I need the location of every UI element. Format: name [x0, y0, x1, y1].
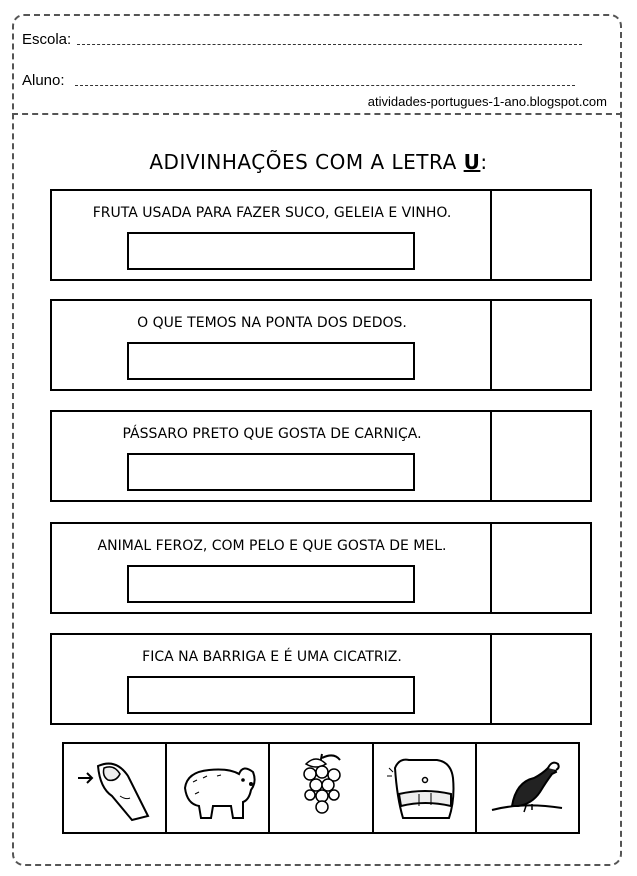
- riddle-text: PÁSSARO PRETO QUE GOSTA DE CARNIÇA.: [122, 426, 422, 442]
- header-divider: [12, 113, 622, 115]
- picture-cell: [374, 744, 477, 832]
- bear-icon: [173, 748, 263, 828]
- site-url: atividades-portugues-1-ano.blogspot.com: [367, 94, 607, 109]
- riddle-text: FICA NA BARRIGA E É UMA CICATRIZ.: [142, 649, 402, 665]
- answer-box[interactable]: [127, 676, 415, 714]
- riddle-box: [50, 410, 592, 502]
- number-box[interactable]: [490, 635, 594, 723]
- student-label: Aluno:: [22, 72, 65, 89]
- number-box[interactable]: [490, 412, 594, 500]
- answer-box[interactable]: [127, 232, 415, 270]
- belly-button-icon: [379, 748, 469, 828]
- school-field: [22, 31, 582, 48]
- vulture-icon: [482, 748, 572, 828]
- grapes-icon: [276, 748, 366, 828]
- riddle-text: ANIMAL FEROZ, COM PELO E QUE GOSTA DE MEL.: [97, 538, 447, 554]
- riddle-text: FRUTA USADA PARA FAZER SUCO, GELEIA E VINHO.: [92, 205, 452, 221]
- school-label: Escola:: [22, 31, 72, 48]
- number-box[interactable]: [490, 524, 594, 612]
- school-input-line[interactable]: [77, 43, 582, 45]
- riddle-text: O QUE TEMOS NA PONTA DOS DEDOS.: [137, 315, 407, 331]
- picture-strip: [62, 742, 580, 834]
- page-title: [0, 150, 637, 174]
- fingernail-icon: [70, 748, 160, 828]
- riddle-box: [50, 189, 592, 281]
- number-box[interactable]: [490, 301, 594, 389]
- answer-box[interactable]: [127, 453, 415, 491]
- riddle-box: [50, 633, 592, 725]
- picture-cell: [64, 744, 167, 832]
- answer-box[interactable]: [127, 342, 415, 380]
- picture-cell: [167, 744, 270, 832]
- riddle-box: [50, 522, 592, 614]
- riddle-box: [50, 299, 592, 391]
- student-input-line[interactable]: [75, 84, 575, 86]
- number-box[interactable]: [490, 191, 594, 279]
- picture-cell: [477, 744, 578, 832]
- student-field: [22, 72, 575, 89]
- title-text: ADIVINHAÇÕES COM A LETRA: [149, 150, 464, 174]
- title-letter: U: [463, 150, 481, 174]
- title-suffix: :: [480, 150, 488, 174]
- answer-box[interactable]: [127, 565, 415, 603]
- picture-cell: [270, 744, 373, 832]
